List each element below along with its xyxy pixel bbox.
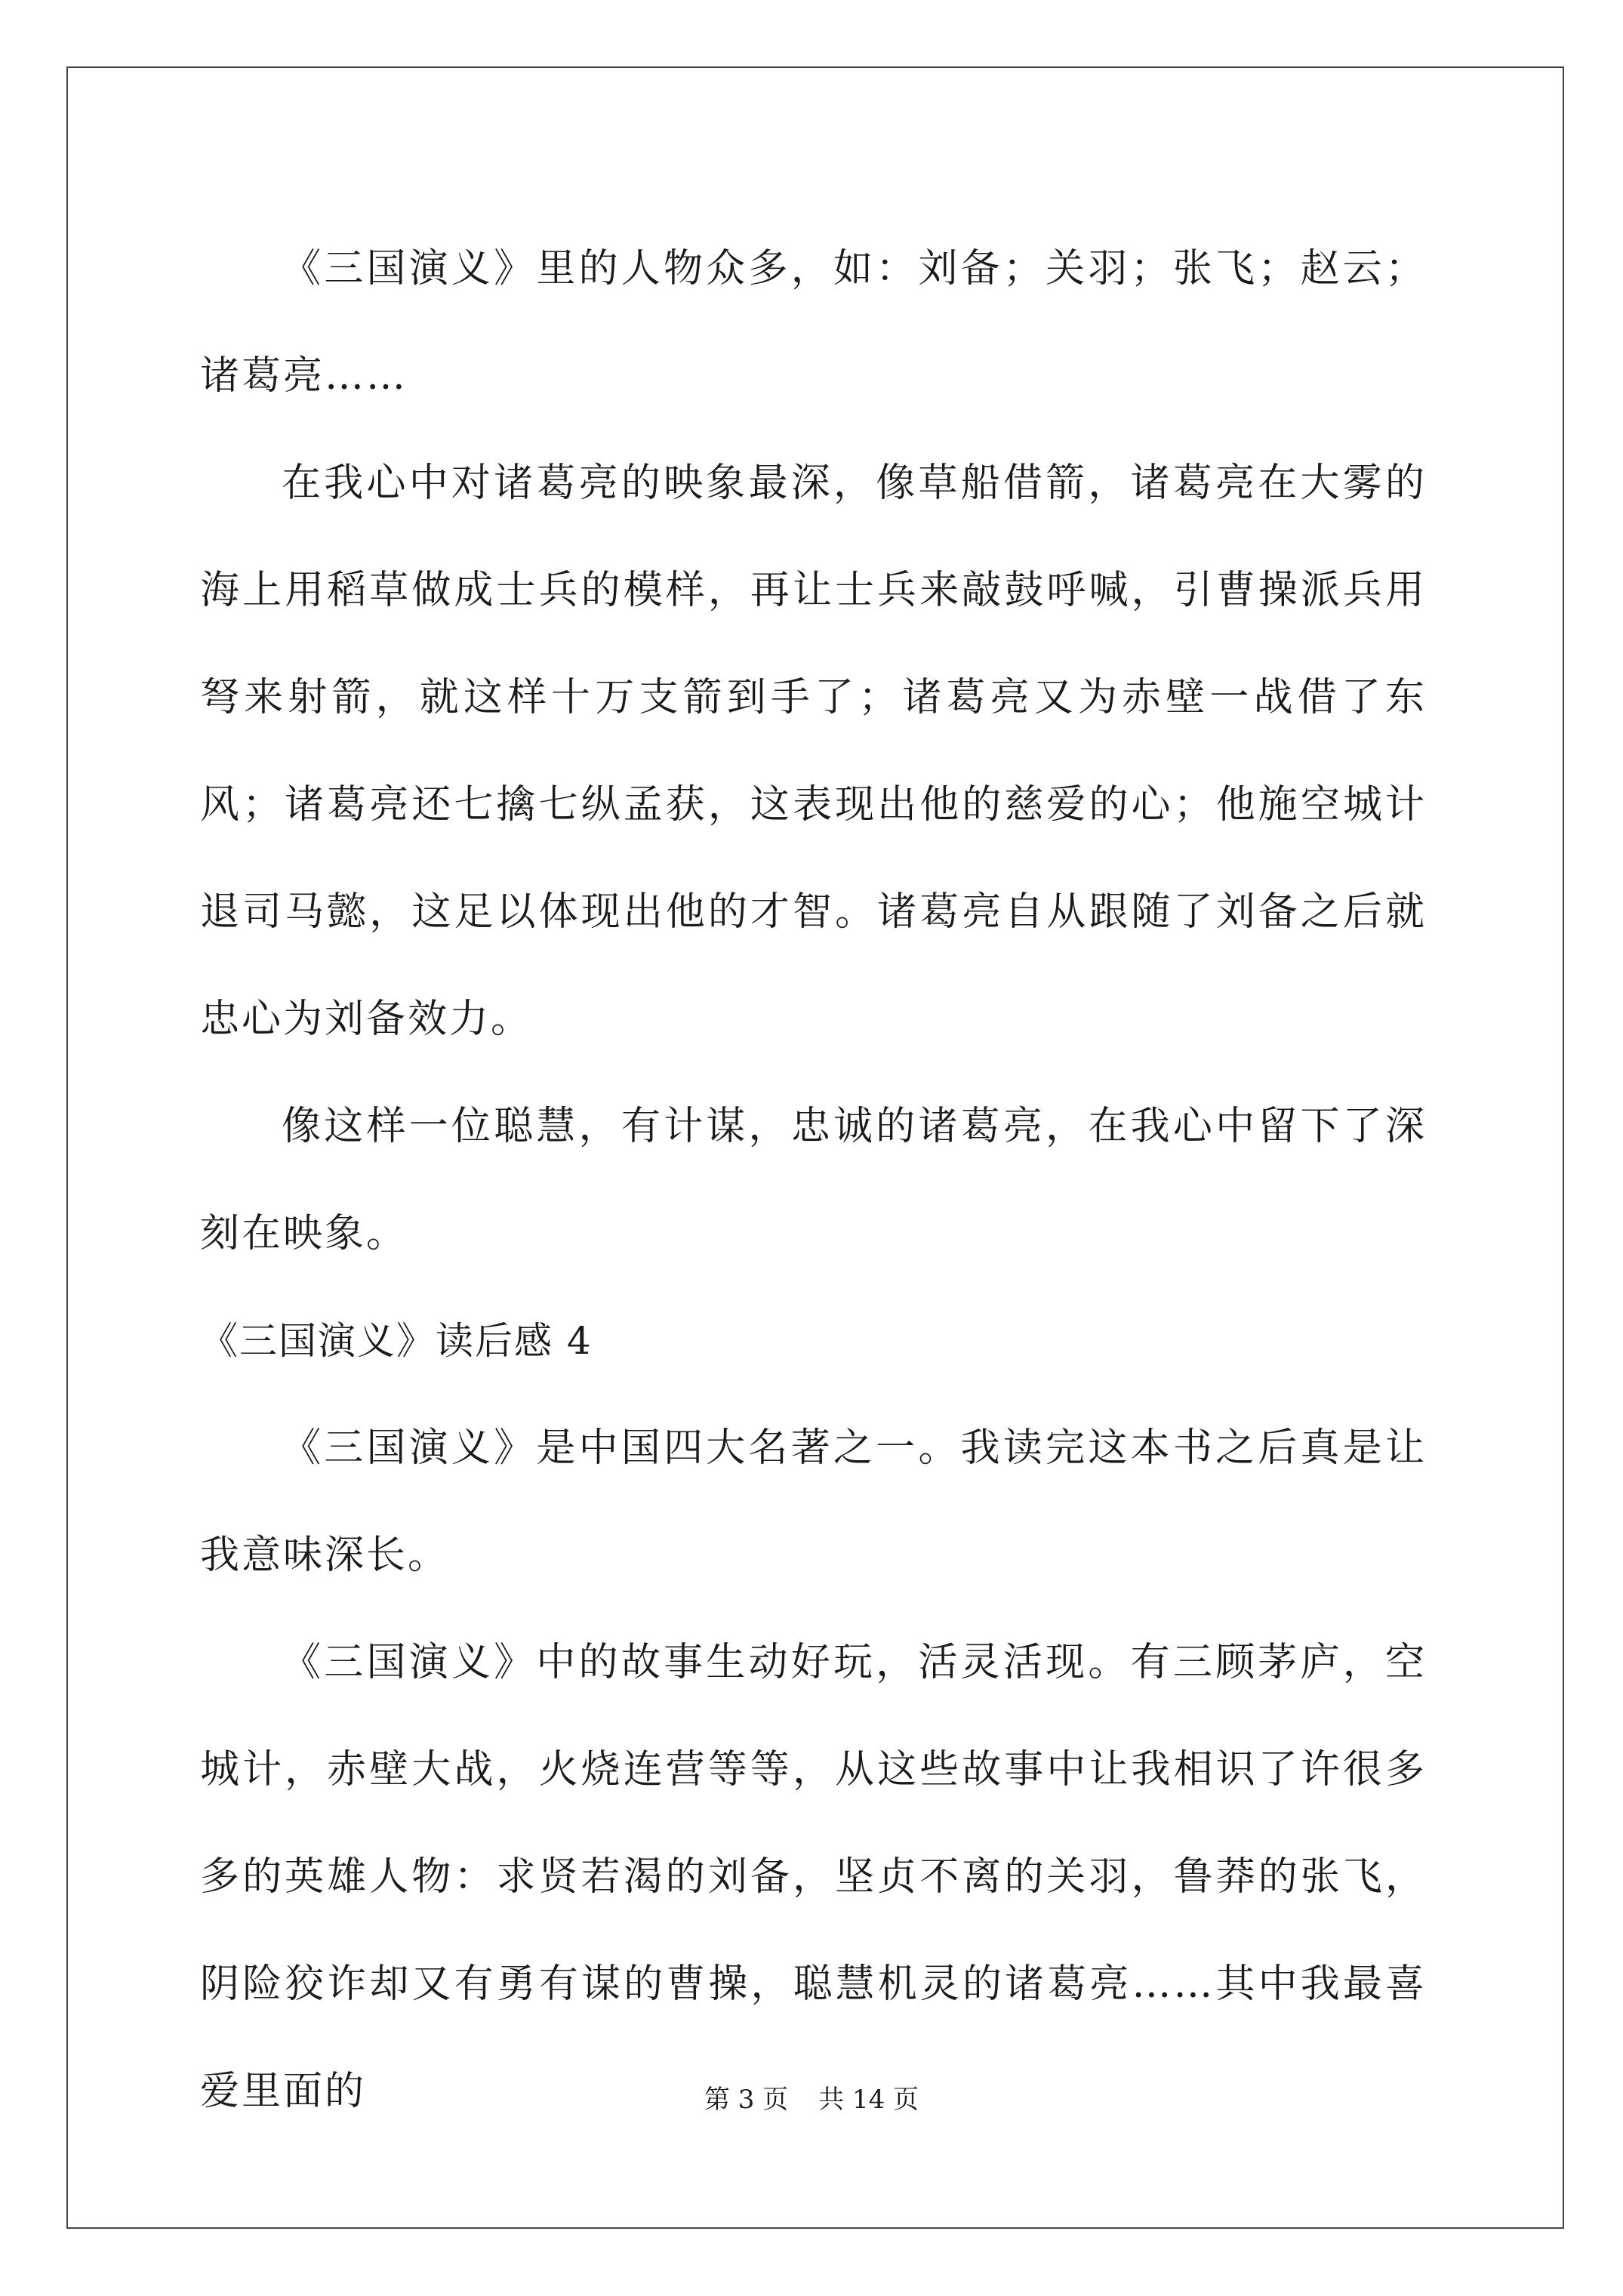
document-body <box>200 215 1427 2145</box>
page-number: 第 3 页 <box>704 2085 789 2115</box>
page-footer <box>0 2081 1623 2119</box>
paragraph: 在我心中对诸葛亮的映象最深，像草船借箭，诸葛亮在大雾的海上用稻草做成士兵的模样，再让士兵来敲鼓呼喊，引曹操派兵用弩来射箭，就这样十万支箭到手了；诸葛亮又为赤壁一战借了东风；诸葛亮还七擒七纵孟获，这表现出他的慈爱的心；他施空城计退司马懿，这足以体现出他的才智。诸葛亮自从跟随了刘备之后就忠心为刘备效力。 <box>200 461 1427 1042</box>
paragraph: 《三国演义》中的故事生动好玩，活灵活现。有三顾茅庐，空城计，赤壁大战，火烧连营等等，从这些故事中让我相识了许很多多的英雄人物：求贤若渴的刘备，坚贞不离的关羽，鲁莽的张飞，阴险狡诈却又有勇有谋的曹操，聪慧机灵的诸葛亮……其中我最喜爱里面的 <box>200 1640 1427 2114</box>
paragraph: 像这样一位聪慧，有计谋，忠诚的诸葛亮，在我心中留下了深刻在映象。 <box>200 1104 1427 1256</box>
paragraph: 《三国演义》是中国四大名著之一。我读完这本书之后真是让我意味深长。 <box>200 1425 1427 1578</box>
page-total: 共 14 页 <box>818 2085 919 2115</box>
paragraph: 《三国演义》里的人物众多，如：刘备；关羽；张飞；赵云；诸葛亮…… <box>200 246 1427 399</box>
section-heading: 《三国演义》读后感 4 <box>200 1319 593 1363</box>
